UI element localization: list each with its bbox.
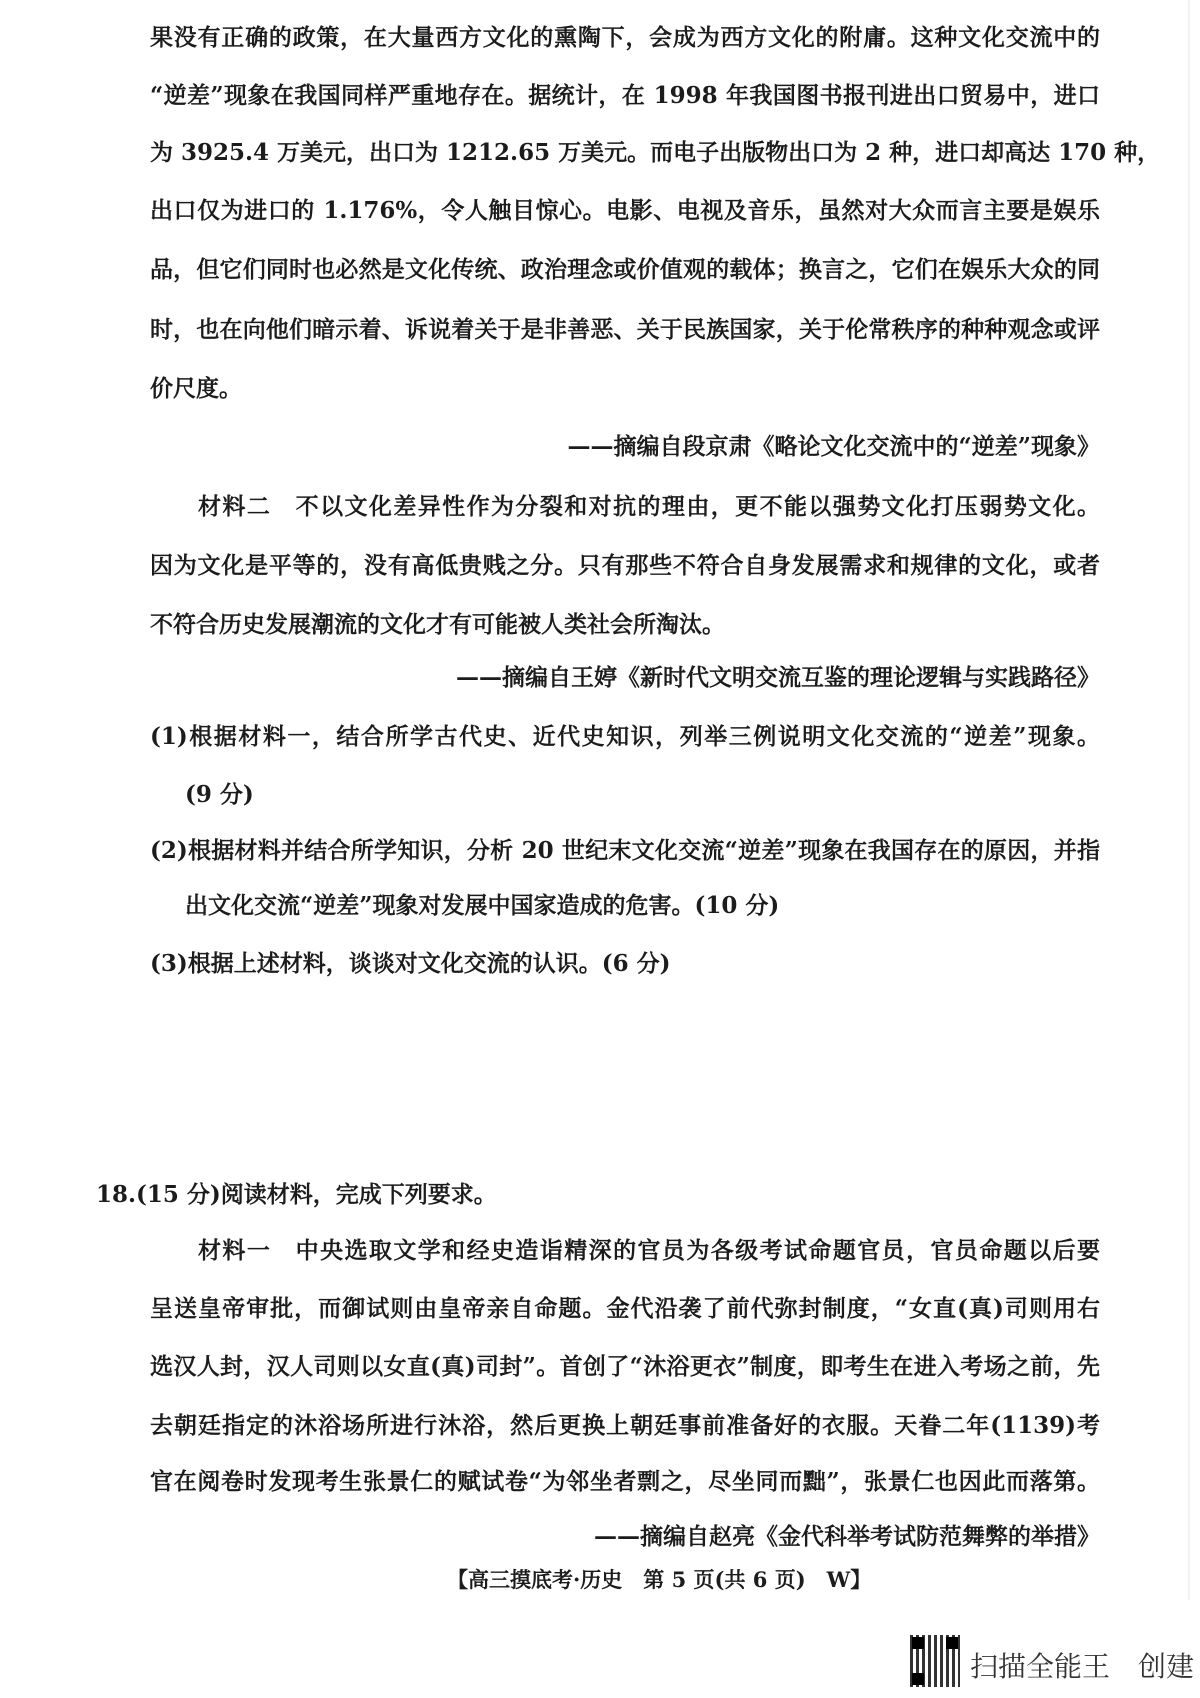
text-line: 出口仅为进口的 1.176%，令人触目惊心。电影、电视及音乐，虽然对大众而言主要是娱乐 <box>150 197 1100 224</box>
source-citation: ——摘编自赵亮《金代科举考试防范舞弊的举措》 <box>594 1523 1100 1550</box>
q18-material-line: 材料一 中央选取文学和经史造诣精深的官员为各级考试命题官员，官员命题以后要 <box>198 1237 1100 1264</box>
scan-edge <box>1188 0 1190 1600</box>
question-2-cont: 出文化交流“逆差”现象对发展中国家造成的危害。(10 分) <box>185 892 780 919</box>
q18-material-line: 选汉人封，汉人司则以女直(真)司封”。首创了“沐浴更衣”制度，即考生在进入考场之前，先 <box>150 1353 1100 1380</box>
source-citation: ——摘编自段京肃《略论文化交流中的“逆差”现象》 <box>567 433 1100 460</box>
material-2-line: 材料二 不以文化差异性作为分裂和对抗的理由，更不能以强势文化打压弱势文化。 <box>198 493 1100 520</box>
question-1: (1)根据材料一，结合所学古代史、近代史知识，列举三例说明文化交流的“逆差”现象。 <box>150 723 1100 750</box>
scanner-watermark: 扫描全能王 创建 <box>970 1650 1195 1683</box>
text-line: 为 3925.4 万美元，出口为 1212.65 万美元。而电子出版物出口为 2 种，进口却高达 170 种， <box>150 139 1161 166</box>
material-2-line: 因为文化是平等的，没有高低贵贱之分。只有那些不符合自身发展需求和规律的文化，或者 <box>150 552 1100 579</box>
material-2-line: 不符合历史发展潮流的文化才有可能被人类社会所淘汰。 <box>150 611 725 638</box>
text-line: “逆差”现象在我国同样严重地存在。据统计，在 1998 年我国图书报刊进出口贸易中，进口 <box>150 82 1100 109</box>
question-2: (2)根据材料并结合所学知识，分析 20 世纪末文化交流“逆差”现象在我国存在的原因，并指 <box>150 837 1100 864</box>
text-line: 时，也在向他们暗示着、诉说着关于是非善恶、关于民族国家，关于伦常秩序的种种观念或评 <box>150 316 1100 343</box>
q18-material-line: 呈送皇帝审批，而御试则由皇帝亲自命题。金代沿袭了前代弥封制度，“女直(真)司则用右 <box>150 1295 1100 1322</box>
question-18-heading: 18.(15 分)阅读材料，完成下列要求。 <box>96 1181 497 1208</box>
question-1-score: (9 分) <box>185 781 254 808</box>
question-3: (3)根据上述材料，谈谈对文化交流的认识。(6 分) <box>150 950 671 977</box>
page-footer: 【高三摸底考·历史 第 5 页(共 6 页) W】 <box>447 1567 872 1592</box>
text-line: 品，但它们同时也必然是文化传统、政治理念或价值观的载体；换言之，它们在娱乐大众的同 <box>150 256 1100 283</box>
qr-code-icon <box>910 1635 960 1687</box>
text-line: 价尺度。 <box>150 375 242 402</box>
text-line: 果没有正确的政策，在大量西方文化的熏陶下，会成为西方文化的附庸。这种文化交流中的 <box>150 24 1100 51</box>
source-citation: ——摘编自王婷《新时代文明交流互鉴的理论逻辑与实践路径》 <box>456 664 1100 691</box>
q18-material-line: 去朝廷指定的沐浴场所进行沐浴，然后更换上朝廷事前准备好的衣服。天眷二年(1139)考 <box>150 1412 1100 1439</box>
q18-material-line: 官在阅卷时发现考生张景仁的赋试卷“为邻坐者剽之，尽坐同而黜”，张景仁也因此而落第。 <box>150 1468 1100 1495</box>
